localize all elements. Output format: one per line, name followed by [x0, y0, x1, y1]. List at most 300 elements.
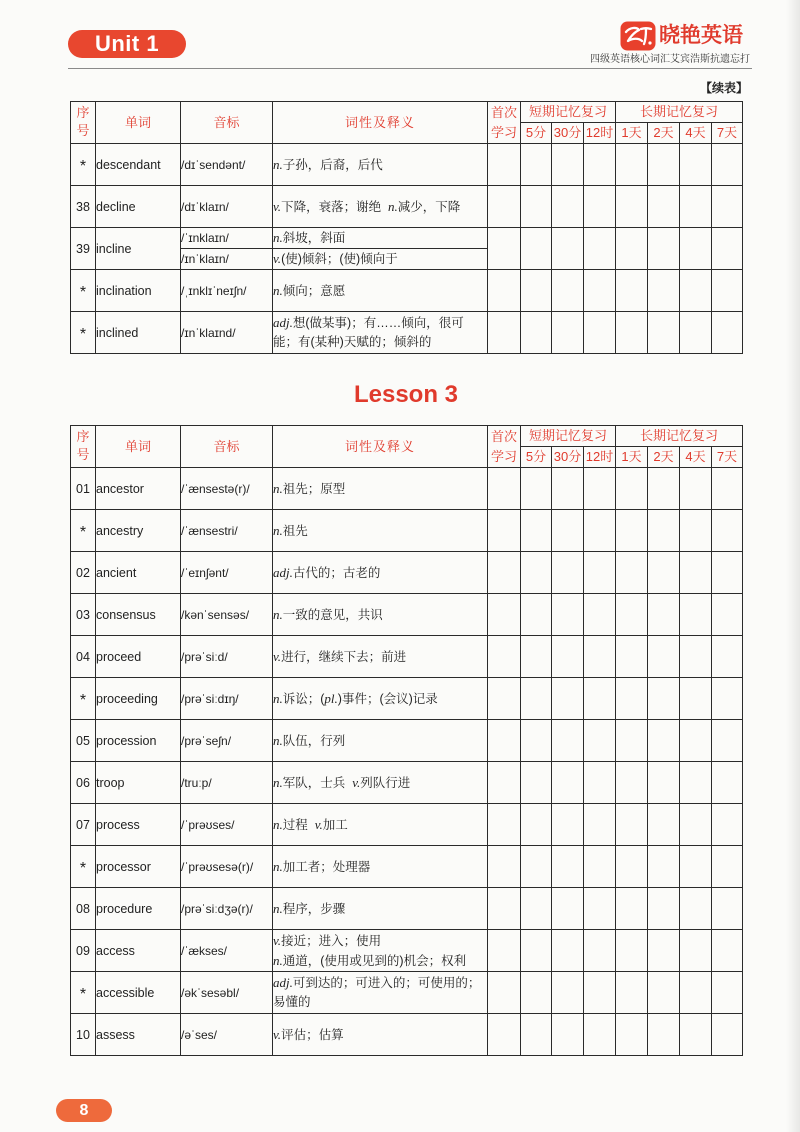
definition-line: n.军队，士兵 v.列队行进 [273, 774, 411, 790]
review-4day-box [680, 930, 712, 972]
review-5min-box [521, 678, 552, 720]
row-index: * [71, 270, 96, 312]
review-30min-box [552, 720, 584, 762]
col-header-12h: 12时 [584, 447, 616, 468]
review-30min-box [552, 930, 584, 972]
definition-line: n.通道，(使用或见到的)机会；权利 [273, 952, 467, 968]
part-of-speech: n. [273, 858, 283, 874]
definition-cell [273, 720, 488, 762]
word-cell: decline [96, 186, 181, 228]
table-header-row [71, 426, 743, 447]
review-30min-box [552, 186, 584, 228]
review-4day-box [680, 594, 712, 636]
table-header-row [71, 102, 743, 123]
definition-line: n.子孙，后裔，后代 [273, 156, 383, 172]
table-row [71, 468, 743, 510]
definition-cell [273, 270, 488, 312]
review-2day-box [648, 186, 680, 228]
first-study-box [488, 846, 521, 888]
part-of-speech: n. [273, 816, 283, 832]
definition-line: n.一致的意见，共识 [273, 606, 383, 622]
col-header-index [71, 102, 96, 144]
word-cell: ancestor [96, 468, 181, 510]
row-index: 38 [71, 186, 96, 228]
review-30min-box [552, 312, 584, 354]
review-12h-box [584, 312, 616, 354]
word-cell: inclined [96, 312, 181, 354]
first-study-box [488, 1014, 521, 1056]
review-1day-box [616, 228, 648, 270]
table-row [71, 228, 743, 249]
review-30min-box [552, 888, 584, 930]
col-header-first-study-label: 首次学习 [491, 104, 518, 140]
definition-cell [273, 594, 488, 636]
review-12h-box [584, 636, 616, 678]
table-row [71, 930, 743, 972]
definition-line: n.加工者；处理器 [273, 858, 371, 874]
phonetic-cell: /ˈprəʊses/ [181, 804, 273, 846]
phonetic-cell: /prəˈseʃn/ [181, 720, 273, 762]
table-row [71, 678, 743, 720]
review-2day-box [648, 144, 680, 186]
review-7day-box [712, 1014, 743, 1056]
definition-line: v.(使)倾斜；(使)倾向于 [273, 251, 398, 266]
review-4day-box [680, 762, 712, 804]
review-2day-box [648, 720, 680, 762]
definition-cell [273, 186, 488, 228]
lesson-title: Lesson 3 [353, 381, 459, 408]
definition-cell [273, 804, 488, 846]
word-cell: procedure [96, 888, 181, 930]
review-30min-box [552, 762, 584, 804]
definition-cell [273, 762, 488, 804]
review-2day-box [648, 972, 680, 1014]
part-of-speech: v. [273, 648, 282, 664]
page-edge-shadow [786, 0, 800, 1132]
word-cell: inclination [96, 270, 181, 312]
word-cell: procession [96, 720, 181, 762]
review-2day-box [648, 846, 680, 888]
review-12h-box [584, 804, 616, 846]
phonetic-cell: /ɪnˈklaɪnd/ [181, 312, 273, 354]
table-row [71, 636, 743, 678]
row-index: 03 [71, 594, 96, 636]
review-30min-box [552, 972, 584, 1014]
definition-line: v.下降，衰落；谢绝 n.减少，下降 [273, 198, 461, 214]
table-row [71, 1014, 743, 1056]
review-7day-box [712, 846, 743, 888]
first-study-box [488, 552, 521, 594]
part-of-speech: v. [314, 816, 323, 832]
phonetic-cell: /əkˈsesəbl/ [181, 972, 273, 1014]
review-1day-box [616, 720, 648, 762]
review-5min-box [521, 552, 552, 594]
part-of-speech: n. [273, 900, 283, 916]
review-4day-box [680, 468, 712, 510]
definition-cell [273, 552, 488, 594]
review-12h-box [584, 594, 616, 636]
review-4day-box [680, 510, 712, 552]
continued-vocab-table [70, 101, 743, 354]
phonetic-cell: /ˈeɪnʃənt/ [181, 552, 273, 594]
lesson-vocab-table [70, 425, 743, 1056]
part-of-speech: v. [273, 932, 282, 948]
table-row [71, 972, 743, 1014]
col-header-first-study [488, 426, 521, 468]
row-index: 02 [71, 552, 96, 594]
review-7day-box [712, 468, 743, 510]
review-7day-box [712, 186, 743, 228]
review-5min-box [521, 270, 552, 312]
part-of-speech: n. [388, 198, 398, 214]
review-7day-box [712, 804, 743, 846]
row-index: * [71, 972, 96, 1014]
phonetic-cell: /ˈɪnklaɪn/ [181, 228, 273, 249]
word-cell: ancient [96, 552, 181, 594]
review-5min-box [521, 1014, 552, 1056]
phonetic-cell: /ˌɪnklɪˈneɪʃn/ [181, 270, 273, 312]
col-header-7day: 7天 [712, 123, 743, 144]
col-header-4day: 4天 [680, 123, 712, 144]
word-cell: troop [96, 762, 181, 804]
col-header-1day: 1天 [616, 123, 648, 144]
word-cell: process [96, 804, 181, 846]
table-row [71, 846, 743, 888]
brand-name: 晓艳英语 [659, 24, 743, 47]
review-1day-box [616, 144, 648, 186]
part-of-speech: v. [273, 198, 282, 214]
part-of-speech: n. [273, 522, 283, 538]
review-30min-box [552, 270, 584, 312]
review-12h-box [584, 930, 616, 972]
review-30min-box [552, 228, 584, 270]
table-row [71, 762, 743, 804]
phonetic-cell: /ˈænsestə(r)/ [181, 468, 273, 510]
review-7day-box [712, 888, 743, 930]
part-of-speech: n. [273, 156, 283, 172]
definition-cell [273, 312, 488, 354]
review-1day-box [616, 888, 648, 930]
review-5min-box [521, 228, 552, 270]
word-cell: consensus [96, 594, 181, 636]
definition-line: n.程序，步骤 [273, 900, 346, 916]
review-4day-box [680, 636, 712, 678]
review-1day-box [616, 678, 648, 720]
review-30min-box [552, 1014, 584, 1056]
word-cell: processor [96, 846, 181, 888]
review-2day-box [648, 930, 680, 972]
review-4day-box [680, 186, 712, 228]
review-2day-box [648, 1014, 680, 1056]
review-5min-box [521, 846, 552, 888]
review-1day-box [616, 972, 648, 1014]
col-header-short-term-group: 短期记忆复习 [521, 426, 616, 447]
part-of-speech: n. [273, 774, 283, 790]
col-header-7day: 7天 [712, 447, 743, 468]
review-1day-box [616, 1014, 648, 1056]
row-index: 04 [71, 636, 96, 678]
definition-line: adj.想(做某事)；有……倾向，很可能；有(某种)天赋的；倾斜的 [273, 315, 464, 349]
review-7day-box [712, 972, 743, 1014]
review-5min-box [521, 720, 552, 762]
phonetic-cell: /prəˈsiːdʒə(r)/ [181, 888, 273, 930]
review-4day-box [680, 144, 712, 186]
review-30min-box [552, 678, 584, 720]
col-header-30min: 30分 [552, 123, 584, 144]
col-header-4day: 4天 [680, 447, 712, 468]
review-5min-box [521, 510, 552, 552]
row-index: 10 [71, 1014, 96, 1056]
part-of-speech: n. [273, 952, 283, 968]
word-cell: descendant [96, 144, 181, 186]
review-5min-box [521, 804, 552, 846]
definition-cell [273, 930, 488, 972]
col-header-2day: 2天 [648, 447, 680, 468]
review-4day-box [680, 678, 712, 720]
row-index: * [71, 510, 96, 552]
review-4day-box [680, 270, 712, 312]
review-12h-box [584, 468, 616, 510]
review-2day-box [648, 594, 680, 636]
review-12h-box [584, 846, 616, 888]
review-30min-box [552, 510, 584, 552]
definition-cell [273, 678, 488, 720]
review-12h-box [584, 552, 616, 594]
review-7day-box [712, 144, 743, 186]
review-2day-box [648, 270, 680, 312]
review-4day-box [680, 1014, 712, 1056]
phonetic-cell: /prəˈsiːd/ [181, 636, 273, 678]
review-12h-box [584, 1014, 616, 1056]
col-header-2day: 2天 [648, 123, 680, 144]
review-5min-box [521, 186, 552, 228]
word-cell: proceed [96, 636, 181, 678]
review-4day-box [680, 804, 712, 846]
definition-cell [273, 510, 488, 552]
part-of-speech: n. [273, 480, 283, 496]
phonetic-cell: /ɪnˈklaɪn/ [181, 249, 273, 270]
phonetic-cell: /ˈænsestri/ [181, 510, 273, 552]
definition-line: n.祖先 [273, 522, 308, 538]
continued-label: 【续表】 [700, 81, 749, 95]
review-2day-box [648, 888, 680, 930]
col-header-index [71, 426, 96, 468]
review-7day-box [712, 930, 743, 972]
review-5min-box [521, 312, 552, 354]
table-row [71, 144, 743, 186]
review-4day-box [680, 552, 712, 594]
review-2day-box [648, 312, 680, 354]
review-30min-box [552, 804, 584, 846]
review-2day-box [648, 762, 680, 804]
part-of-speech: v. [273, 251, 282, 266]
review-1day-box [616, 552, 648, 594]
word-cell: incline [96, 228, 181, 270]
phonetic-cell: /ˈækses/ [181, 930, 273, 972]
review-5min-box [521, 930, 552, 972]
col-header-short-term-group: 短期记忆复习 [521, 102, 616, 123]
table-row [71, 720, 743, 762]
table-row [71, 510, 743, 552]
review-1day-box [616, 312, 648, 354]
review-5min-box [521, 636, 552, 678]
col-header-12h: 12时 [584, 123, 616, 144]
definition-line: v.进行，继续下去；前进 [273, 648, 407, 664]
review-4day-box [680, 846, 712, 888]
part-of-speech: v. [352, 774, 361, 790]
first-study-box [488, 510, 521, 552]
row-index: 09 [71, 930, 96, 972]
part-of-speech: n. [273, 690, 283, 706]
review-7day-box [712, 270, 743, 312]
review-7day-box [712, 552, 743, 594]
row-index: 07 [71, 804, 96, 846]
first-study-box [488, 762, 521, 804]
first-study-box [488, 594, 521, 636]
review-12h-box [584, 762, 616, 804]
review-30min-box [552, 594, 584, 636]
review-7day-box [712, 762, 743, 804]
table-row [71, 186, 743, 228]
definition-cell [273, 228, 488, 249]
review-1day-box [616, 804, 648, 846]
row-index: * [71, 144, 96, 186]
review-4day-box [680, 972, 712, 1014]
part-of-speech: v. [273, 1026, 282, 1042]
review-7day-box [712, 636, 743, 678]
table-header [71, 426, 743, 468]
unit-badge: Unit 1 [68, 30, 186, 58]
part-of-speech: adj. [273, 975, 293, 990]
definition-line: adj.可到达的；可进入的；可使用的；易懂的 [273, 975, 481, 1009]
definition-cell [273, 888, 488, 930]
first-study-box [488, 930, 521, 972]
row-index: 08 [71, 888, 96, 930]
definition-line: n.斜坡，斜面 [273, 230, 346, 245]
definition-line: adj.古代的；古老的 [273, 564, 381, 580]
phonetic-cell: /prəˈsiːdɪŋ/ [181, 678, 273, 720]
word-cell: proceeding [96, 678, 181, 720]
col-header-long-term-group: 长期记忆复习 [616, 102, 743, 123]
review-2day-box [648, 468, 680, 510]
phonetic-cell: /ˈprəʊsesə(r)/ [181, 846, 273, 888]
part-of-speech: n. [273, 732, 283, 748]
header-divider [68, 68, 752, 69]
col-header-phonetic: 音标 [181, 102, 273, 144]
review-7day-box [712, 510, 743, 552]
word-cell: accessible [96, 972, 181, 1014]
review-1day-box [616, 468, 648, 510]
part-of-speech: n. [273, 606, 283, 622]
review-12h-box [584, 270, 616, 312]
row-index: * [71, 678, 96, 720]
first-study-box [488, 888, 521, 930]
review-1day-box [616, 186, 648, 228]
col-header-definition: 词性及释义 [273, 102, 488, 144]
review-1day-box [616, 930, 648, 972]
review-4day-box [680, 312, 712, 354]
table-row [71, 804, 743, 846]
brand-logo-icon [620, 21, 656, 51]
review-2day-box [648, 510, 680, 552]
review-12h-box [584, 972, 616, 1014]
word-cell: ancestry [96, 510, 181, 552]
phonetic-cell: /dɪˈklaɪn/ [181, 186, 273, 228]
review-12h-box [584, 510, 616, 552]
col-header-first-study [488, 102, 521, 144]
table-row [71, 594, 743, 636]
col-header-definition: 词性及释义 [273, 426, 488, 468]
word-cell: access [96, 930, 181, 972]
definition-cell [273, 249, 488, 270]
phonetic-cell: /dɪˈsendənt/ [181, 144, 273, 186]
first-study-box [488, 636, 521, 678]
review-4day-box [680, 888, 712, 930]
definition-line: n.倾向；意愿 [273, 282, 346, 298]
phonetic-cell: /əˈses/ [181, 1014, 273, 1056]
row-index: 06 [71, 762, 96, 804]
table-row [71, 552, 743, 594]
review-12h-box [584, 228, 616, 270]
review-7day-box [712, 228, 743, 270]
review-12h-box [584, 888, 616, 930]
row-index: 39 [71, 228, 96, 270]
review-30min-box [552, 552, 584, 594]
review-1day-box [616, 594, 648, 636]
first-study-box [488, 270, 521, 312]
table-row [71, 270, 743, 312]
col-header-long-term-group: 长期记忆复习 [616, 426, 743, 447]
table-row [71, 888, 743, 930]
first-study-box [488, 144, 521, 186]
col-header-word: 单词 [96, 102, 181, 144]
part-of-speech: n. [273, 230, 283, 245]
table-body [71, 468, 743, 1056]
row-index: 05 [71, 720, 96, 762]
definition-cell [273, 1014, 488, 1056]
review-12h-box [584, 720, 616, 762]
review-5min-box [521, 594, 552, 636]
row-index: 01 [71, 468, 96, 510]
review-1day-box [616, 510, 648, 552]
definition-cell [273, 636, 488, 678]
table-body [71, 144, 743, 354]
first-study-box [488, 468, 521, 510]
review-2day-box [648, 804, 680, 846]
page-number: 8 [56, 1099, 112, 1122]
review-2day-box [648, 636, 680, 678]
first-study-box [488, 228, 521, 270]
first-study-box [488, 186, 521, 228]
review-7day-box [712, 720, 743, 762]
review-2day-box [648, 552, 680, 594]
col-header-5min: 5分 [521, 123, 552, 144]
review-5min-box [521, 972, 552, 1014]
first-study-box [488, 972, 521, 1014]
review-1day-box [616, 846, 648, 888]
col-header-index-label: 序号 [76, 429, 90, 462]
definition-line: v.评估；估算 [273, 1026, 344, 1042]
definition-line: v.接近；进入；使用 [273, 932, 382, 948]
part-of-speech: pl. [324, 690, 338, 706]
first-study-box [488, 678, 521, 720]
review-4day-box [680, 720, 712, 762]
first-study-box [488, 804, 521, 846]
definition-cell [273, 972, 488, 1014]
word-cell: assess [96, 1014, 181, 1056]
col-header-index-label: 序号 [76, 105, 90, 138]
col-header-first-study-label: 首次学习 [491, 428, 518, 464]
